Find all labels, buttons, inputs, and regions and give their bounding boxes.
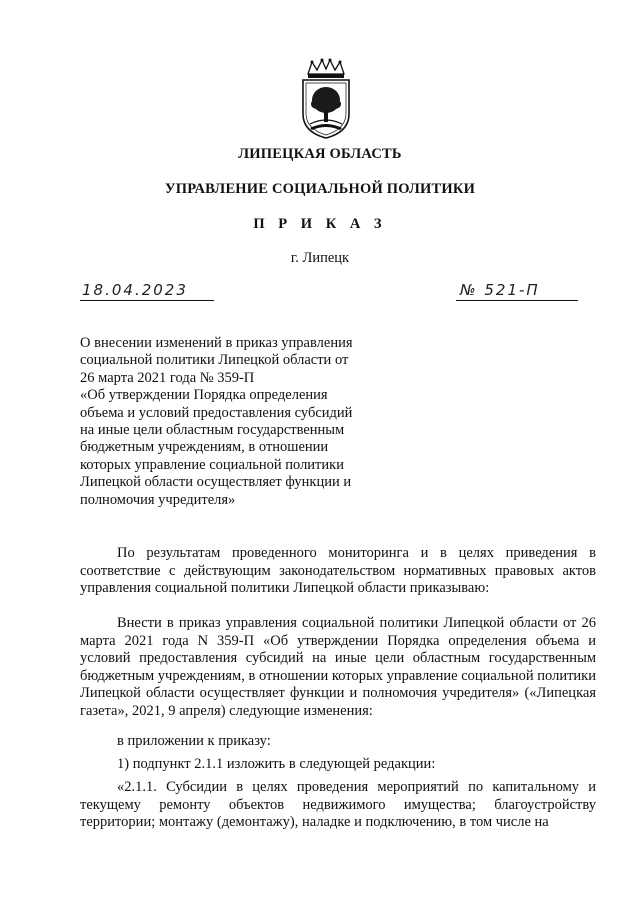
subject-line: объема и условий предоставления субсидий <box>80 404 353 421</box>
subject-line: 26 марта 2021 года № 359-П <box>80 369 255 386</box>
order-subject <box>80 335 380 509</box>
lipetsk-coat-of-arms-icon <box>298 58 354 140</box>
subject-line: Липецкой области осуществляет функции и <box>80 474 352 491</box>
department-title: УПРАВЛЕНИЕ СОЦИАЛЬНОЙ ПОЛИТИКИ <box>164 181 476 197</box>
handwritten-date: 18.04.2023 <box>82 281 188 299</box>
region-title: ЛИПЕЦКАЯ ОБЛАСТЬ <box>238 146 402 162</box>
city-label: г. Липецк <box>290 250 350 266</box>
body-paragraph-subitem: 1) подпункт 2.1.1 изложить в следующей редакции: <box>117 756 436 772</box>
date-field <box>80 280 214 301</box>
body-paragraph-new-text: «2.1.1. Субсидии в целях проведения мероприятий по капитальному и текущему ремонту объектов недвижимого имущества; благоустройству территории; монтажу (демонтажу), наладке и подключению, в том числе на <box>80 779 596 830</box>
document-type-title: П Р И К А З <box>253 216 387 232</box>
subject-line: которых управление социальной политики <box>80 456 344 473</box>
number-field <box>456 280 578 301</box>
subject-line: на иные цели областным государственным <box>80 422 345 439</box>
body-paragraph-appendix: в приложении к приказу: <box>117 733 271 749</box>
subject-line: полномочия учредителя» <box>80 491 236 508</box>
subject-line: О внесении изменений в приказ управления <box>80 335 353 351</box>
body-paragraph-amendment: Внести в приказ управления социальной политики Липецкой области от 26 марта 2021 года N 359-П «Об утверждении Порядка определения объема и условий предоставления субсидий на иные цели областным государственным бюджетным учреждениям, в отношении которых управление социальной политики Липецкой области осуществляет функции и полномочия учредителя» («Липецкая газета», 2021, 9 апреля) следующие изменения: <box>80 615 596 719</box>
handwritten-number: № 521-П <box>460 281 540 299</box>
subject-line: социальной политики Липецкой области от <box>80 352 349 369</box>
body-paragraph-preamble: По результатам проведенного мониторинга и в целях приведения в соответствие с действующим законодательством нормативных правовых актов управления социальной политики Липецкой области приказываю: <box>80 545 596 596</box>
subject-line: «Об утверждении Порядка определения <box>80 387 328 404</box>
subject-line: бюджетным учреждениям, в отношении <box>80 439 329 456</box>
